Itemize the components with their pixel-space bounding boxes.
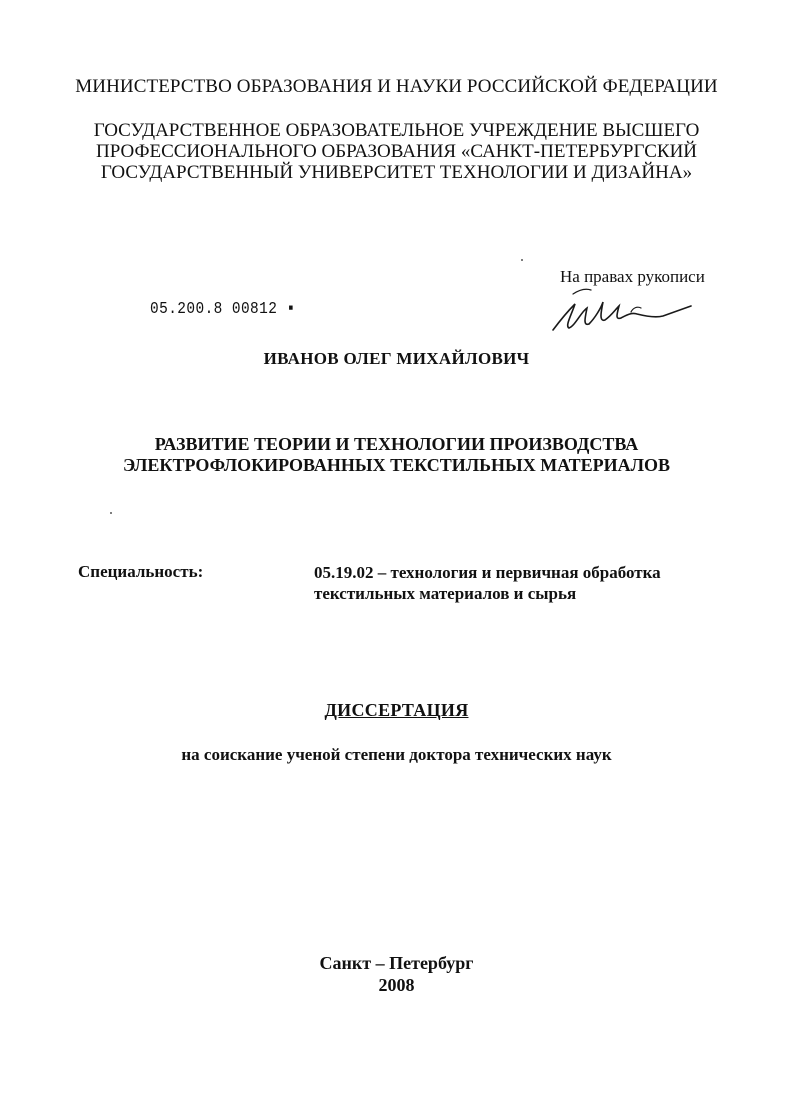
city: Санкт – Петербург bbox=[319, 953, 474, 973]
specialty-line: текстильных материалов и сырья bbox=[314, 584, 577, 603]
document-type: ДИССЕРТАЦИЯ bbox=[324, 700, 469, 720]
specialty-line: 05.19.02 – технология и первичная обработка bbox=[314, 563, 661, 582]
catalog-dot-icon: ▪ bbox=[277, 300, 296, 319]
specialty-label: Специальность: bbox=[78, 562, 204, 581]
catalog-number: 05.200.8 00812 ▪ bbox=[150, 300, 296, 319]
dissertation-title bbox=[0, 434, 793, 476]
university-line: ГОСУДАРСТВЕННЫЙ УНИВЕРСИТЕТ ТЕХНОЛОГИИ И ДИЗАЙНА» bbox=[100, 162, 693, 183]
university-line: ГОСУДАРСТВЕННОЕ ОБРАЗОВАТЕЛЬНОЕ УЧРЕЖДЕНИЕ ВЫСШЕГО bbox=[93, 120, 700, 141]
scan-speck bbox=[110, 512, 112, 514]
university-heading bbox=[0, 120, 793, 183]
specialty-value bbox=[314, 562, 661, 604]
manuscript-note: На правах рукописи bbox=[560, 267, 705, 286]
author-name: ИВАНОВ ОЛЕГ МИХАЙЛОВИЧ bbox=[263, 349, 530, 368]
year: 2008 bbox=[378, 975, 415, 995]
ministry-heading: МИНИСТЕРСТВО ОБРАЗОВАНИЯ И НАУКИ РОССИЙСКОЙ ФЕДЕРАЦИИ bbox=[75, 76, 718, 97]
scan-speck bbox=[521, 259, 523, 261]
title-line: РАЗВИТИЕ ТЕОРИИ И ТЕХНОЛОГИИ ПРОИЗВОДСТВА bbox=[154, 434, 639, 454]
signature-image bbox=[545, 282, 695, 342]
university-line: ПРОФЕССИОНАЛЬНОГО ОБРАЗОВАНИЯ «САНКТ-ПЕТЕРБУРГСКИЙ bbox=[95, 141, 698, 162]
title-line: ЭЛЕКТРОФЛОКИРОВАННЫХ ТЕКСТИЛЬНЫХ МАТЕРИАЛОВ bbox=[122, 455, 671, 475]
degree-statement: на соискание ученой степени доктора технических наук bbox=[181, 745, 612, 764]
